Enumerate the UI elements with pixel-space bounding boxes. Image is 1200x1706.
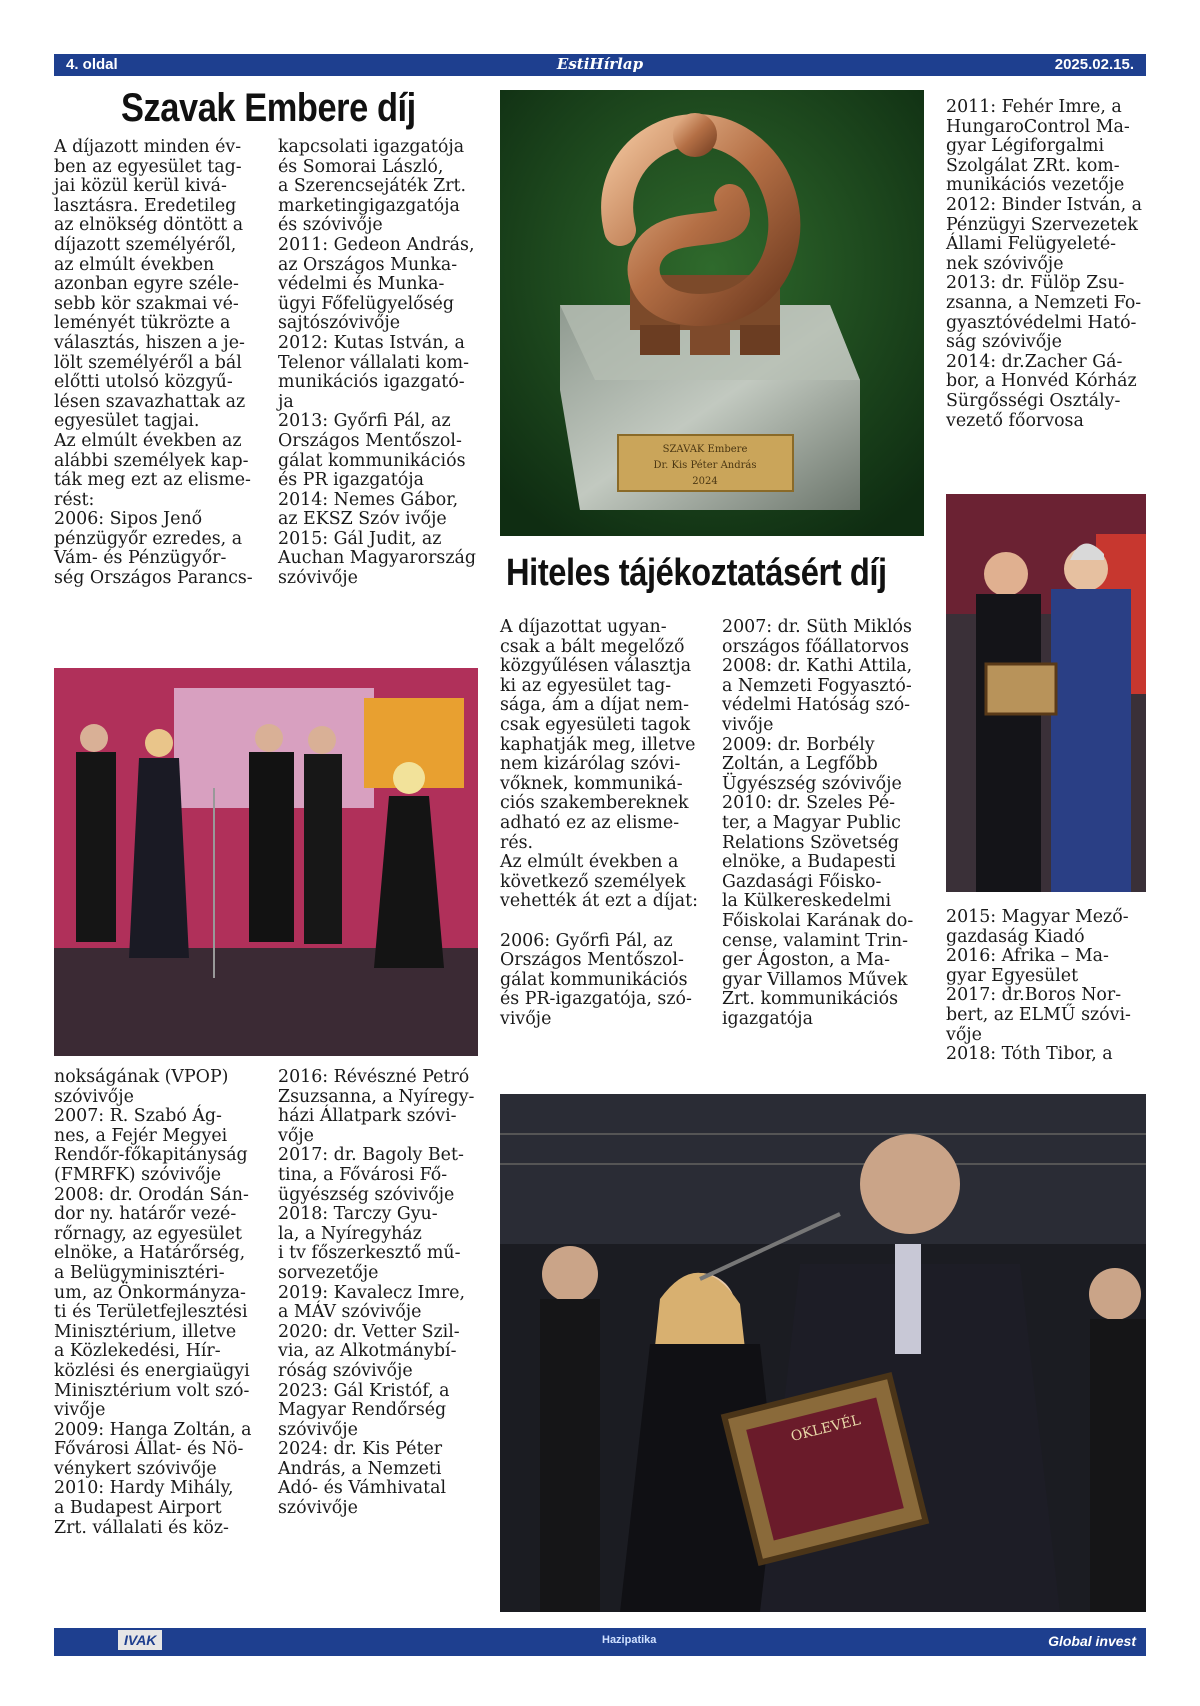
text-line: szóvivője	[278, 568, 358, 589]
text-line: választás, hiszen a je-	[54, 332, 245, 353]
text-line: védelmi és Munka-	[278, 274, 445, 295]
text-line: róság szóvivője	[278, 1360, 413, 1381]
text-line: nes, a Fejér Megyei	[54, 1125, 228, 1146]
text-line: Minisztérium, illetve	[54, 1321, 237, 1342]
text-line: 2020: dr. Vetter Szil-	[278, 1321, 460, 1342]
text-line: és Somorai László,	[278, 156, 444, 177]
text-line: és szóvivője	[278, 215, 383, 236]
text-line: um, az Önkormányza-	[54, 1282, 246, 1303]
text-line: 2018: Tóth Tibor, a	[946, 1044, 1113, 1065]
text-line: ügyi Főfelügyelőség	[278, 293, 454, 314]
text-line: a Belügyminisztéri-	[54, 1262, 225, 1283]
text-line: 2011: Gedeon András,	[278, 234, 475, 255]
article2-column3	[500, 618, 700, 1029]
text-line: rést:	[54, 489, 95, 510]
publication-logo: EstiHírlap	[556, 55, 644, 73]
text-line: sorvezetője	[278, 1262, 379, 1283]
text-line: ja	[278, 391, 294, 412]
text-line: (FMRFK) szóvivője	[54, 1164, 222, 1185]
text-line: 2023: Gál Kristóf, a	[278, 1380, 450, 1401]
text-line: 2008: dr. Orodán Sán-	[54, 1184, 249, 1205]
text-line: a Nemzeti Fogyasztó-	[722, 675, 912, 696]
text-line: sága, ám a díjat nem-	[500, 695, 689, 716]
text-line: a Szerencsejáték Zrt.	[278, 176, 467, 197]
text-line: és PR igazgatója	[278, 470, 425, 491]
text-line: zsanna, a Nemzeti Fo-	[946, 292, 1142, 313]
text-line: HungaroControl Ma-	[946, 116, 1130, 137]
text-line: ger Ágoston, a Ma-	[722, 950, 891, 971]
article1-column1-continued	[54, 1068, 254, 1538]
text-line: Főiskolai Karának do-	[722, 910, 914, 931]
text-line: 2015: Gál Judit, az	[278, 528, 442, 549]
text-line: rés.	[500, 832, 534, 853]
text-line: cense, valamint Trin-	[722, 930, 908, 951]
text-line: gyar Villamos Művek	[722, 969, 908, 990]
text-line: ter, a Magyar Public	[722, 812, 901, 833]
page-footer-bar	[54, 1628, 1146, 1656]
text-line: kaphatják meg, illetve	[500, 734, 696, 755]
text-line: 2017: dr.Boros Nor-	[946, 985, 1122, 1006]
text-line: szóvivője	[278, 1419, 358, 1440]
text-line: az Országos Munka-	[278, 254, 458, 275]
text-line: Vám- és Pénzügyőr-	[54, 548, 227, 569]
page-number: 4. oldal	[66, 56, 118, 73]
text-line: Zrt. vállalati és köz-	[54, 1517, 229, 1538]
text-line: adható ez az elisme-	[500, 812, 680, 833]
plaque-line2: Dr. Kis Péter András	[653, 460, 757, 471]
text-line: 2016: Afrika – Ma-	[946, 946, 1109, 967]
text-line: A díjazottat ugyan-	[500, 617, 667, 637]
text-line: vivője	[54, 1400, 106, 1421]
text-line: elnöke, a Határőrség,	[54, 1243, 246, 1264]
text-line: via, az Alkotmánybí-	[278, 1341, 457, 1362]
text-line: és PR-igazgatója, szó-	[500, 989, 692, 1010]
article1-column2-continued	[278, 1068, 478, 1519]
text-line: Ügyészség szóvivője	[722, 773, 902, 794]
text-line: Zrt. kommunikációs	[722, 989, 898, 1010]
text-line: gyar Egyesület	[946, 965, 1079, 986]
text-line: leményét tükrözte a	[54, 313, 231, 334]
text-line: pénzügyőr ezredes, a	[54, 528, 243, 549]
text-line: marketingigazgatója	[278, 195, 460, 216]
text-line: 2006: Sipos Jenő	[54, 509, 203, 530]
text-line: lasztásra. Eredetileg	[54, 195, 237, 216]
article-title-hiteles-tajekoztatasert: Hiteles tájékoztatásért díj	[506, 552, 887, 594]
text-line: Auchan Magyarország	[278, 548, 476, 569]
text-line: vénykert szóvivője	[54, 1458, 217, 1479]
text-line: 2010: Hardy Mihály,	[54, 1478, 234, 1499]
text-line: munikációs igazgató-	[278, 372, 465, 393]
text-line: szóvivője	[278, 1498, 358, 1519]
stage-group-photo-image	[54, 668, 478, 1056]
text-line: A díjazott minden év-	[54, 137, 242, 157]
text-line: 2024: dr. Kis Péter	[278, 1439, 443, 1460]
text-line: ság szóvivője	[946, 332, 1062, 353]
text-line: 2007: dr. Süth Miklós	[722, 617, 912, 637]
award-photo-two-men	[946, 494, 1146, 892]
text-line: Országos Mentőszol-	[278, 430, 462, 451]
text-line: 2008: dr. Kathi Attila,	[722, 656, 913, 677]
text-line: bor, a Honvéd Kórház	[946, 371, 1137, 392]
article-title-szavak-embere: Szavak Embere díj	[121, 86, 416, 130]
text-line: 2007: R. Szabó Ág-	[54, 1106, 222, 1127]
text-line: ügyészség szóvivője	[278, 1184, 455, 1205]
text-line: sajtószóvivője	[278, 313, 401, 334]
text-line: Adó- és Vámhivatal	[278, 1478, 447, 1499]
text-line: 2010: dr. Szeles Pé-	[722, 793, 895, 814]
text-line: következő személyek	[500, 871, 686, 892]
article1-column2	[278, 138, 478, 589]
text-line: Telenor vállalati kom-	[278, 352, 469, 373]
text-line: Sürgősségi Osztály-	[946, 390, 1121, 411]
trophy-image	[500, 90, 924, 536]
text-line: gálat kommunikációs	[278, 450, 466, 471]
article2-column5b	[946, 908, 1146, 1065]
text-line: munikációs vezetője	[946, 175, 1125, 196]
text-line: sebb kör szakmai vé-	[54, 293, 239, 314]
speaker-certificate-photo	[500, 1094, 1146, 1612]
text-line: i tv főszerkesztő mű-	[278, 1243, 461, 1264]
text-line: vőknek, kommuniká-	[500, 773, 683, 794]
text-line: Az elmúlt években az	[54, 430, 242, 451]
text-line: 2016: Révészné Petró	[278, 1067, 470, 1087]
text-line: Minisztérium volt szó-	[54, 1380, 250, 1401]
text-line: csak a bált megelőző	[500, 636, 685, 657]
text-line: 2012: Kutas István, a	[278, 332, 465, 353]
text-line: a Budapest Airport	[54, 1498, 222, 1519]
page-header-bar	[54, 54, 1146, 76]
text-line: Zoltán, a Legfőbb	[722, 754, 878, 775]
text-line: 2006: Győrfi Pál, az	[500, 930, 673, 951]
text-line: 2009: Hanga Zoltán, a	[54, 1419, 252, 1440]
text-line: 2013: dr. Fülöp Zsu-	[946, 273, 1125, 294]
text-line: közlési és energiaügyi	[54, 1360, 250, 1381]
text-line: tina, a Fővárosi Fő-	[278, 1164, 448, 1185]
text-line: díjazott személyéről,	[54, 234, 237, 255]
plaque-line3: 2024	[692, 476, 718, 487]
text-line: az elmúlt években	[54, 254, 215, 275]
text-line: lésen szavazhattak az	[54, 391, 246, 412]
text-line: Magyar Rendőrség	[278, 1400, 447, 1421]
footer-logo-center: Hazipatika	[602, 1634, 657, 1646]
text-line: az elnökség döntött a	[54, 215, 244, 236]
text-line: ták meg ezt az elisme-	[54, 470, 251, 491]
text-line: dor ny. határőr vezé-	[54, 1204, 237, 1225]
text-line: Országos Mentőszol-	[500, 950, 684, 971]
text-line: vivője	[722, 714, 774, 735]
text-line: Relations Szövetség	[722, 832, 899, 853]
text-line: közgyűlésen választja	[500, 656, 692, 677]
text-line: csak egyesületi tagok	[500, 714, 691, 735]
text-line: védelmi Hatóság szó-	[722, 695, 911, 716]
text-line: gálat kommunikációs	[500, 969, 688, 990]
text-line: elnöke, a Budapesti	[722, 852, 896, 873]
text-line: 2014: Nemes Gábor,	[278, 489, 459, 510]
stage-group-photo	[54, 668, 478, 1056]
speaker-certificate-photo-image	[500, 1094, 1146, 1612]
text-line: 2011: Fehér Imre, a	[946, 97, 1122, 117]
trophy-photo	[500, 90, 924, 536]
text-line: 2012: Binder István, a	[946, 194, 1143, 215]
article2-column4	[722, 618, 924, 1029]
text-line: rőrnagy, az egyesület	[54, 1223, 242, 1244]
text-line: gyar Légiforgalmi	[946, 136, 1105, 157]
text-line: jai közül kerül kivá-	[54, 176, 227, 197]
text-line: ti és Területfejlesztési	[54, 1302, 248, 1323]
text-line: az EKSZ Szóv ivője	[278, 509, 447, 530]
footer-logo-left: IVAK	[118, 1630, 162, 1650]
text-line: házi Állatpark szóvi-	[278, 1106, 457, 1127]
text-line: nem kizárólag szóvi-	[500, 754, 681, 775]
text-line: bert, az ELMŰ szóvi-	[946, 1004, 1131, 1025]
text-line: András, a Nemzeti	[278, 1458, 442, 1479]
text-line: Zsuzsanna, a Nyíregy-	[278, 1086, 475, 1107]
text-line: ben az egyesület tag-	[54, 156, 242, 177]
text-line: Állami Felügyeleté-	[946, 234, 1117, 255]
text-line: 2015: Magyar Mező-	[946, 907, 1129, 927]
text-line: nokságának (VPOP)	[54, 1067, 229, 1087]
text-line: ség Országos Parancs-	[54, 568, 253, 589]
text-line: 2018: Tarczy Gyu-	[278, 1204, 438, 1225]
text-line: Pénzügyi Szervezetek	[946, 214, 1138, 235]
text-line: gyasztóvédelmi Ható-	[946, 312, 1137, 333]
text-line: a MÁV szóvivője	[278, 1302, 422, 1323]
text-line: országos főállatorvos	[722, 636, 910, 657]
text-line: vivője	[500, 1008, 552, 1029]
article2-column5	[946, 98, 1146, 431]
plaque-line1: SZAVAK Embere	[662, 444, 748, 455]
text-line: ki az egyesület tag-	[500, 675, 672, 696]
text-line: nek szóvivője	[946, 253, 1064, 274]
text-line: vehették át ezt a díjat:	[500, 891, 698, 912]
text-line: 2019: Kavalecz Imre,	[278, 1282, 465, 1303]
text-line: vője	[278, 1125, 314, 1146]
text-line: alábbi személyek kap-	[54, 450, 249, 471]
text-line: lölt személyéről a bál	[54, 352, 242, 373]
text-line: Fővárosi Állat- és Nö-	[54, 1439, 244, 1460]
text-line: azonban egyre széle-	[54, 274, 239, 295]
text-line: la, a Nyíregyház	[278, 1223, 422, 1244]
text-line: a Közlekedési, Hír-	[54, 1341, 221, 1362]
text-line: kapcsolati igazgatója	[278, 137, 465, 157]
text-line: 2013: Győrfi Pál, az	[278, 411, 451, 432]
text-line: igazgatója	[722, 1008, 813, 1029]
text-line: előtti utolsó közgyű-	[54, 372, 233, 393]
article1-column1	[54, 138, 254, 589]
text-line: la Külkereskedelmi	[722, 891, 892, 912]
award-photo-two-men-image	[946, 494, 1146, 892]
text-line: Gazdasági Főisko-	[722, 871, 882, 892]
text-line: 2017: dr. Bagoly Bet-	[278, 1145, 464, 1166]
text-line: vője	[946, 1024, 982, 1045]
text-line: szóvivője	[54, 1086, 134, 1107]
text-line	[500, 912, 700, 932]
text-line: ciós szakembereknek	[500, 793, 689, 814]
text-line: 2009: dr. Borbély	[722, 734, 875, 755]
issue-date: 2025.02.15.	[1054, 56, 1134, 73]
footer-logo-right: Global invest	[1048, 1633, 1136, 1649]
text-line: Szolgálat ZRt. kom-	[946, 155, 1120, 176]
text-line: Az elmúlt években a	[500, 852, 679, 873]
text-line: Rendőr-főkapitányság	[54, 1145, 248, 1166]
certificate-title: OKLEVÉL	[789, 1412, 863, 1445]
text-line: egyesület tagjai.	[54, 411, 200, 432]
text-line: 2014: dr.Zacher Gá-	[946, 351, 1123, 372]
text-line: gazdaság Kiadó	[946, 926, 1085, 947]
text-line: vezető főorvosa	[946, 410, 1084, 431]
